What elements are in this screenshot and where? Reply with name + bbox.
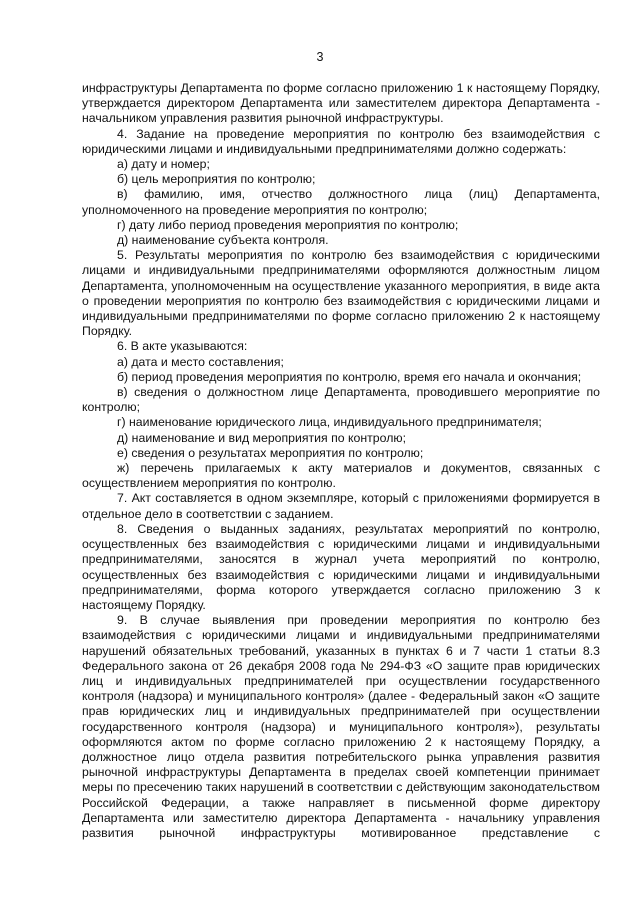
- paragraph: б) цель мероприятия по контролю;: [117, 172, 316, 187]
- paragraph: г) дату либо период проведения мероприятия по контролю;: [117, 217, 459, 232]
- page-number: 3: [316, 50, 324, 64]
- paragraph: е) сведения о результатах мероприятия по контролю;: [117, 445, 424, 460]
- paragraph: 8. Сведения о выданных заданиях, результатах мероприятий по контролю, осуществленных без взаимодействия с юридическими лицами и индивидуальными предпринимателями, заносятся в журнал учета мероприятий по контролю, осуществленных без взаимодействия с юридическими лицами и индивидуальными предпринимателями, форма которого утверждается согласно приложению 3 к настоящему Порядку.: [82, 521, 600, 612]
- paragraph: ж) перечень прилагаемых к акту материалов и документов, связанных с осуществлением мероприятия по контролю.: [82, 461, 600, 491]
- paragraph: д) наименование и вид мероприятия по контролю;: [117, 430, 407, 445]
- paragraph: д) наименование субъекта контроля.: [117, 233, 329, 248]
- paragraph: в) сведения о должностном лице Департамента, проводившего мероприятие по контролю;: [82, 385, 600, 415]
- paragraph: г) наименование юридического лица, индивидуального предпринимателя;: [117, 415, 542, 430]
- paragraph: а) дату и номер;: [117, 157, 210, 172]
- document-body: [82, 81, 600, 841]
- paragraph: 6. В акте указываются:: [117, 339, 248, 354]
- paragraph: б) период проведения мероприятия по контролю, время его начала и окончания;: [117, 369, 582, 384]
- paragraph: 7. Акт составляется в одном экземпляре, который с приложениями формируется в отдельное дело в соответствии с заданием.: [82, 491, 600, 521]
- paragraph: в) фамилию, имя, отчество должностного лица (лиц) Департамента, уполномоченного на проведение мероприятия по контролю;: [82, 187, 600, 217]
- paragraph: 9. В случае выявления при проведении мероприятия по контролю без взаимодействия с юридическими лицами и индивидуальными предпринимателями нарушений обязательных требований, указанных в пунктах 6 и 7 части 1 статьи 8.3 Федерального закона от 26 декабря 2008 года № 294-ФЗ «О защите прав юридических лиц и индивидуальных предпринимателей при осуществлении государственного контроля (надзора) и муниципального контроля» (далее - Федеральный закон «О защите прав юридических лиц и индивидуальных предпринимателей при осуществлении государственного контроля (надзора) и муниципального контроля»), результаты оформляются актом по форме согласно приложению 2 к настоящему Порядку, а должностное лицо отдела развития потребительского рынка управления развития рыночной инфраструктуры Департамента в пределах своей компетенции принимает меры по пресечению таких нарушений в соответствии с действующим законодательством Российской Федерации, а также направляет в письменной форме директору Департамента или заместителю директора Департамента - начальнику управления развития рыночной инфраструктуры мотивированное представление с: [82, 613, 600, 840]
- paragraph: а) дата и место составления;: [117, 354, 284, 369]
- paragraph: инфраструктуры Департамента по форме согласно приложению 1 к настоящему Порядку, утверждается директором Департамента или заместителем директора Департамента - начальником управления развития рыночной инфраструктуры.: [82, 81, 600, 126]
- paragraph: 4. Задание на проведение мероприятия по контролю без взаимодействия с юридическими лицами и индивидуальными предпринимателями должно содержать:: [82, 126, 600, 156]
- paragraph: 5. Результаты мероприятия по контролю без взаимодействия с юридическими лицами и индивидуальными предпринимателями оформляются должностным лицом Департамента, уполномоченным на осуществление указанного мероприятия, в виде акта о проведении мероприятия по контролю без взаимодействия с юридическими лицами и индивидуальными предпринимателями по форме согласно приложению 2 к настоящему Порядку.: [82, 248, 600, 339]
